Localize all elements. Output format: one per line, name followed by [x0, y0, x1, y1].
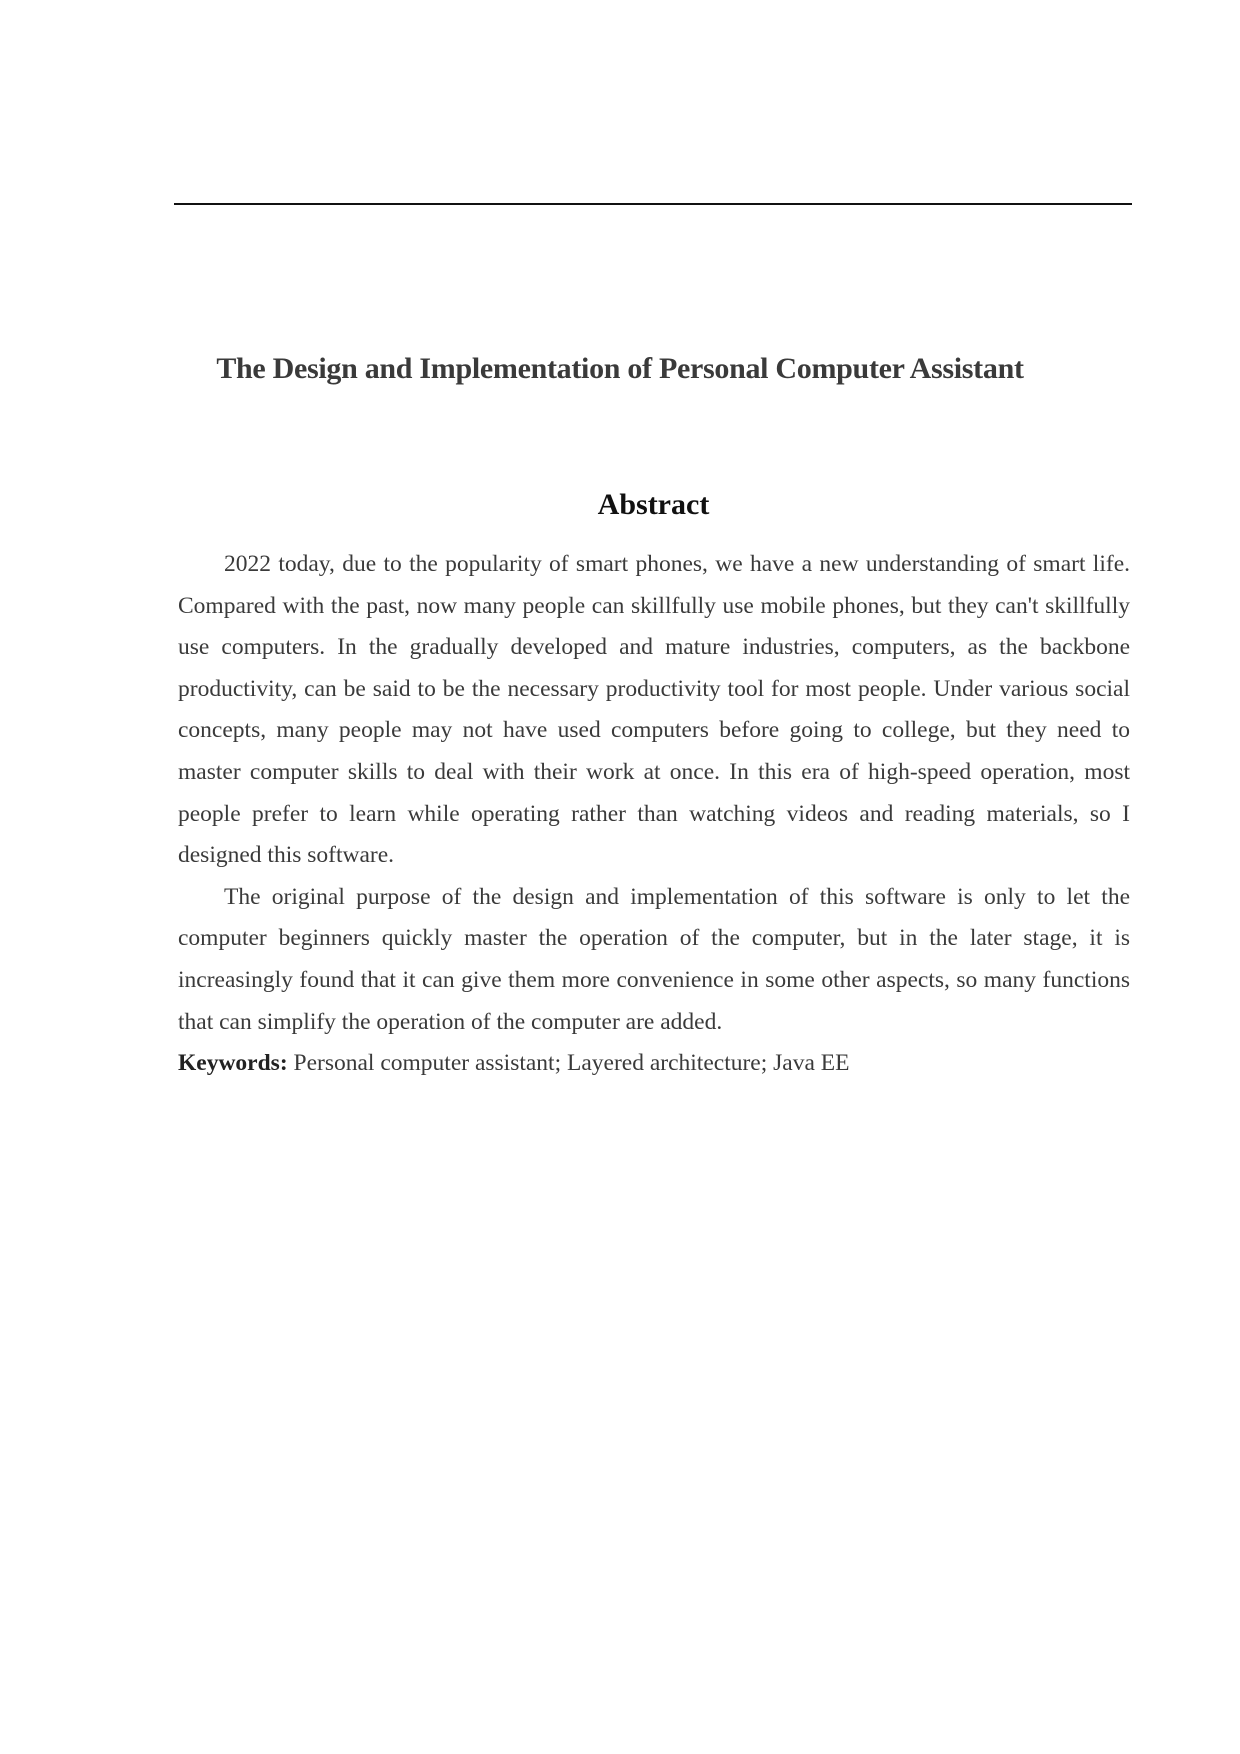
abstract-paragraph-1: 2022 today, due to the popularity of smart phones, we have a new understanding of smart life. Compared with the past, now many people can skillfully use mobile phones, but they can't skillfully use computers. In the gradually developed and mature industries, computers, as the backbone productivity, can be said to be the necessary productivity tool for most people. Under various social concepts, many people may not have used computers before going to college, but they need to master computer skills to deal with their work at once. In this era of high-speed operation, most people prefer to learn while operating rather than watching videos and reading materials, so I designed this software. [178, 551, 1130, 869]
abstract-body [178, 544, 1130, 1085]
keywords-line [178, 1043, 1130, 1085]
header-rule [174, 203, 1132, 205]
abstract-heading: Abstract [597, 488, 710, 521]
paper-title: The Design and Implementation of Personal Computer Assistant [216, 352, 1024, 385]
keywords-label: Keywords: [178, 1050, 288, 1077]
keywords-value: Personal computer assistant; Layered architecture; Java EE [287, 1050, 850, 1077]
abstract-paragraph-2: The original purpose of the design and implementation of this software is only to let the computer beginners quickly master the operation of the computer, but in the later stage, it is increasingly found that it can give them more convenience in some other aspects, so many functions that can simplify the operation of the computer are added. [178, 883, 1130, 1035]
